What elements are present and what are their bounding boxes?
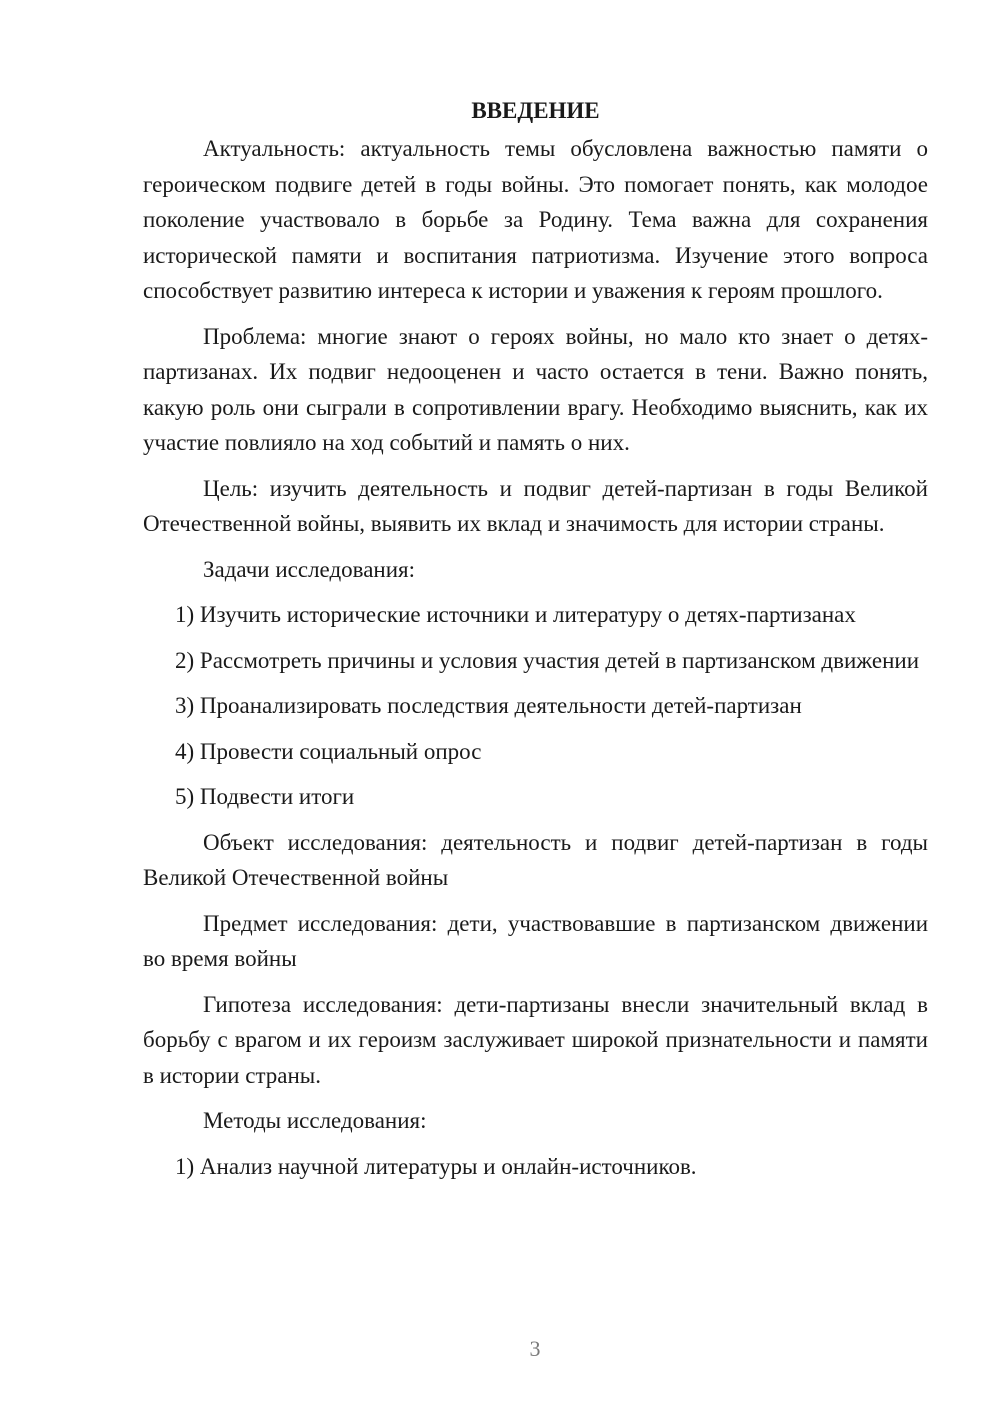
methods-heading: Методы исследования: [203, 1108, 427, 1133]
task-item-1: 1) Изучить исторические источники и литературу о детях-партизанах [175, 602, 856, 627]
goal-paragraph: Цель: изучить деятельность и подвиг детей-партизан в годы Великой Отечественной войны, выявить их вклад и значимость для истории страны. [143, 475, 928, 536]
page-title: ВВЕДЕНИЕ [471, 98, 600, 123]
page-content [143, 96, 928, 1194]
page-number: 3 [529, 1336, 541, 1361]
hypothesis-paragraph: Гипотеза исследования: дети-партизаны внесли значительный вклад в борьбу с врагом и их героизм заслуживает широкой признательности и памяти в истории страны. [143, 991, 928, 1088]
object-paragraph: Объект исследования: деятельность и подвиг детей-партизан в годы Великой Отечественной войны [143, 829, 928, 890]
subject-paragraph: Предмет исследования: дети, участвовавшие в партизанском движении во время войны [143, 910, 928, 971]
task-item-3: 3) Проанализировать последствия деятельности детей-партизан [175, 693, 802, 718]
task-item-4: 4) Провести социальный опрос [175, 738, 482, 764]
relevance-paragraph: Актуальность: актуальность темы обусловлена важностью памяти о героическом подвиге детей в годы войны. Это помогает понять, как молодое поколение участвовало в борьбе за Родину. Тема важна для сохранения исторической памяти и воспитания патриотизма. Изучение этого вопроса способствует развитию интереса к истории и уважения к героям прошлого. [143, 136, 928, 303]
tasks-heading: Задачи исследования: [203, 556, 416, 582]
task-item-5: 5) Подвести итоги [175, 784, 355, 809]
method-item-1: 1) Анализ научной литературы и онлайн-источников. [175, 1153, 697, 1179]
problem-paragraph: Проблема: многие знают о героях войны, но мало кто знает о детях-партизанах. Их подвиг недооценен и часто остается в тени. Важно понять, какую роль они сыграли в сопротивлении врагу. Необходимо выяснить, как их участие повлияло на ход событий и память о них. [143, 323, 928, 455]
task-item-2: 2) Рассмотреть причины и условия участия детей в партизанском движении [175, 647, 920, 673]
